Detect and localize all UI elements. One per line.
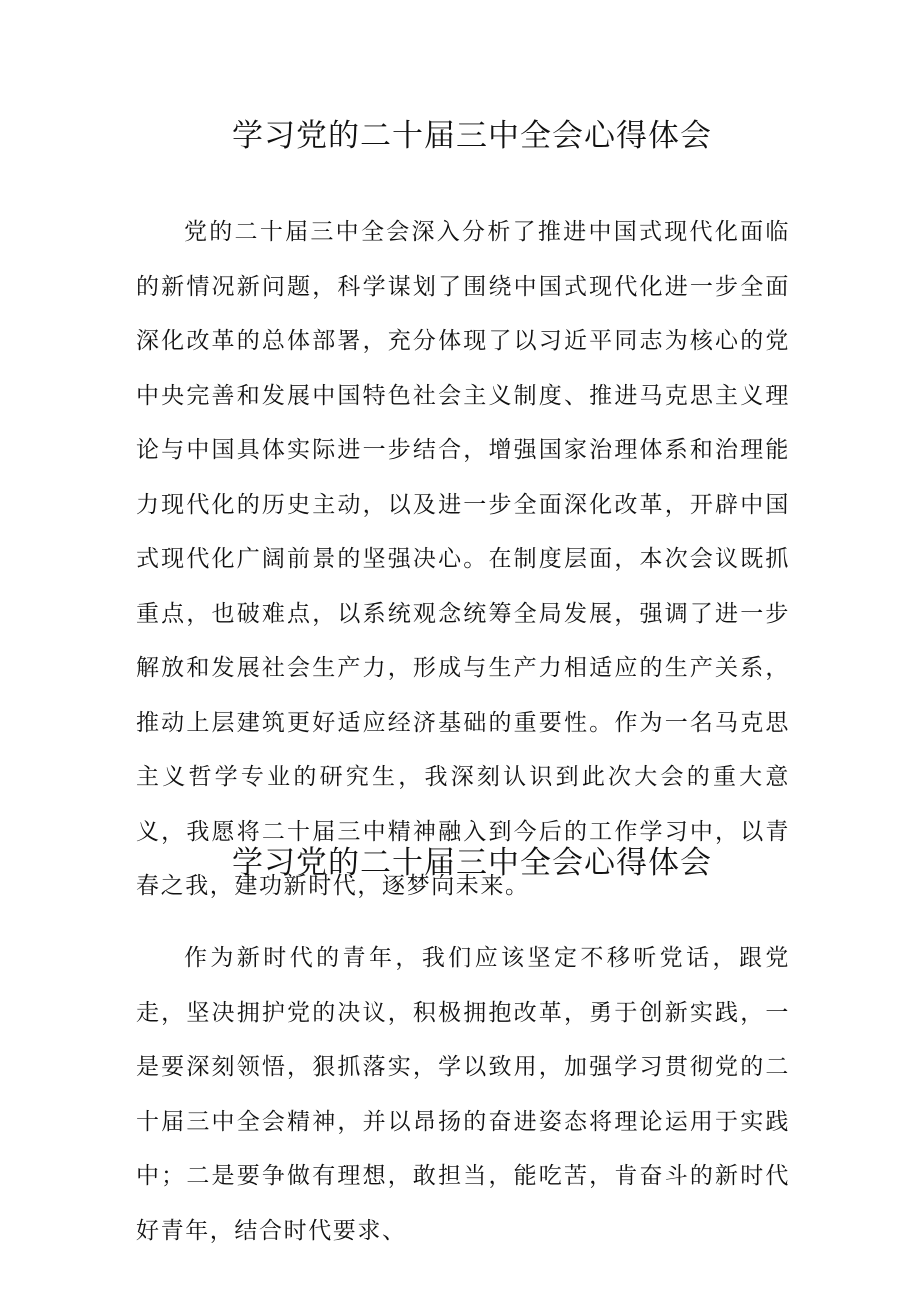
section-1-title: 学习党的二十届三中全会心得体会 (232, 118, 712, 154)
section-2-title: 学习党的二十届三中全会心得体会 (232, 845, 712, 881)
section-1-paragraph: 党的二十届三中全会深入分析了推进中国式现代化面临的新情况新问题，科学谋划了围绕中国式现代化进一步全面深化改革的总体部署，充分体现了以习近平同志为核心的党中央完善和发展中国特色社会主义制度、推进马克思主义理论与中国具体实际进一步结合，增强国家治理体系和治理能力现代化的历史主动，以及进一步全面深化改革，开辟中国式现代化广阔前景的坚强决心。在制度层面，本次会议既抓重点，也破难点，以系统观念统筹全局发展，强调了进一步解放和发展社会生产力，形成与生产力相适应的生产关系，推动上层建筑更好适应经济基础的重要性。作为一名马克思主义哲学专业的研究生，我深刻认识到此次大会的重大意义，我愿将二十届三中精神融入到今后的工作学习中，以青春之我，建功新时代，逐梦向未来。 (136, 219, 790, 899)
section-2-paragraph: 作为新时代的青年，我们应该坚定不移听党话，跟党走，坚决拥护党的决议，积极拥抱改革，勇于创新实践，一是要深刻领悟，狠抓落实，学以致用，加强学习贯彻党的二十届三中全会精神，并以昂扬的奋进姿态将理论运用于实践中；二是要争做有理想，敢担当，能吃苦，肯奋斗的新时代好青年，结合时代要求、 (136, 945, 790, 1244)
